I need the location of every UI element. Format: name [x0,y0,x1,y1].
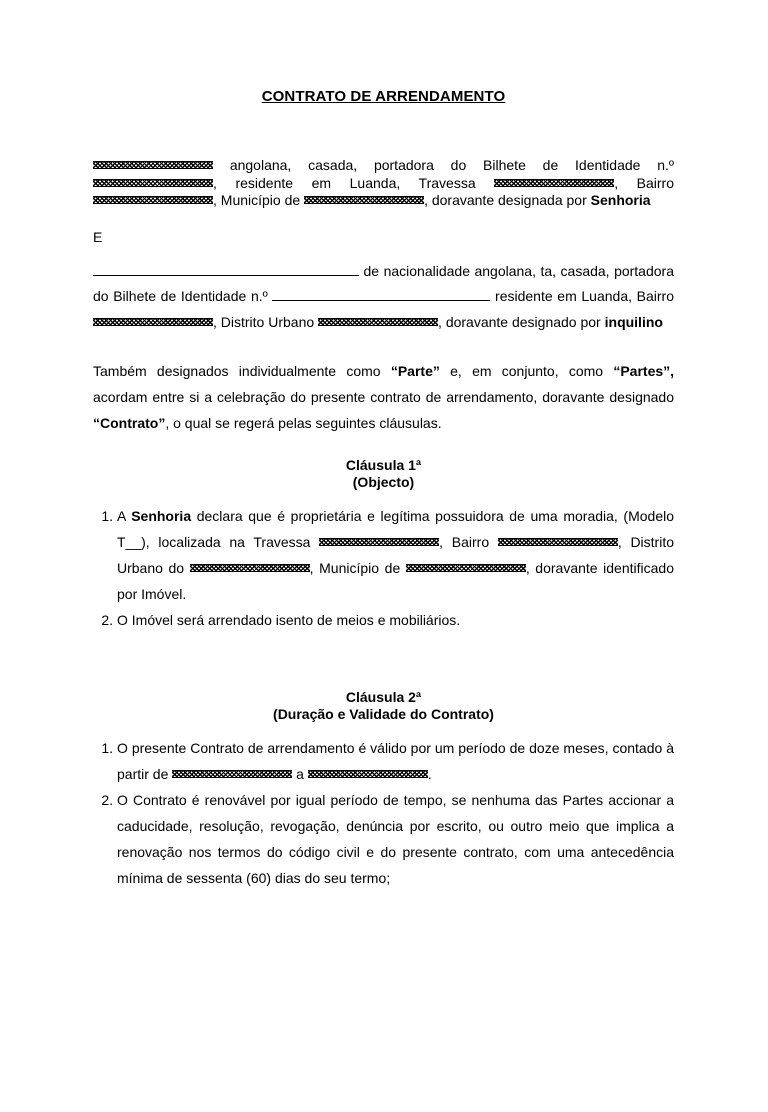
tenant-text-4: , doravante designado por [438,313,601,330]
parties-text-3: acordam entre si a celebração do presente contrato de arrendamento, doravante designado [93,389,674,405]
clause-1-heading [93,457,674,491]
redacted-text [308,770,428,778]
clause-1-subtitle: (Objecto) [352,474,415,490]
tenant-paragraph [93,259,674,336]
landlord-text-5: , doravante designada por [424,192,587,208]
clause-2-item-1 [117,735,674,787]
clause-2-item-2: 2. O Contrato é renovável por igual período de tempo, se nenhuma das Partes accionar a caducidade, resolução, revogação, denúncia por escrito, ou outro meio que implica a renovação nos termos do código civil e do presente contrato, com uma antecedência mínima de sessenta (60) dias do seu termo; [117,787,674,891]
parties-text-1: Também designados individualmente como [93,363,381,379]
clause-1-number: Cláusula 1ª [345,457,422,473]
separator-e: E [93,228,103,245]
clause-2-number: Cláusula 2ª [345,689,422,705]
redacted-text [190,564,310,572]
clause-1-item-1-text-1: A [117,508,126,524]
landlord-text-3: , Bairro [614,174,675,191]
landlord-text-4: , Município de [213,192,301,208]
tenant-text-2: residente em Luanda, Bairro [495,288,674,304]
tenant-id-blank [272,288,490,301]
redacted-text [318,318,438,326]
clause-1-item-1-text-4: , Distrito Urbano do [117,534,675,576]
clause-1-role: Senhoria [131,508,192,524]
parte-term: “Parte” [390,363,440,379]
redacted-text [93,196,213,204]
clause-2-list [93,735,674,891]
landlord-role: Senhoria [590,192,651,208]
redacted-text [406,564,526,572]
clause-1-item-1-text-6: , doravante identificado por Imóvel. [117,560,674,602]
parties-text-4: , o qual se regerá pelas seguintes cláusulas. [165,415,442,431]
clause-1-item-1-text-3: , Bairro [439,534,490,550]
clause-2-item-1-text-2: a [296,766,304,782]
clause-1-item-1 [117,503,674,607]
tenant-name-blank [93,263,359,276]
clause-2-heading [93,689,674,723]
landlord-text-1: angolana, casada, portadora do Bilhete de Identidade n.º [229,157,675,173]
redacted-text [319,538,439,546]
redacted-text [93,318,213,326]
clause-1-list [93,503,674,633]
contrato-term: “Contrato” [93,415,166,431]
partes-term: “Partes”, [613,363,675,379]
clause-1-item-2: 2. O Imóvel será arrendado isento de meios e mobiliários. [117,607,674,633]
landlord-paragraph [93,157,674,210]
redacted-text [172,770,292,778]
landlord-text-2: , residente em Luanda, Travessa [213,174,476,191]
clause-2-item-1-text-3: . [427,766,432,782]
redacted-text [93,161,213,169]
contract-page [0,88,768,1112]
tenant-text-3: , Distrito Urbano [213,313,315,330]
parties-text-2: e, em conjunto, como [450,363,604,379]
clause-1-item-1-text-5: , Município de [309,560,401,576]
document-title: CONTRATO DE ARRENDAMENTO [261,88,506,105]
redacted-text [93,179,213,187]
clause-2-subtitle: (Duração e Validade do Contrato) [273,706,494,722]
tenant-role: inquilino [604,313,663,330]
tenant-text-1: de nacionalidade angolana, ta, casada, portadora do Bilhete de Identidade n.º [93,262,674,304]
clause-2-item-1-text-1: O presente Contrato de arrendamento é válido por um período de doze meses, contado à partir de [117,740,674,782]
redacted-text [498,538,618,546]
redacted-text [304,196,424,204]
parties-paragraph [93,358,674,436]
redacted-text [494,179,614,187]
clause-1-item-1-text-2: declara que é proprietária e legítima possuidora de uma moradia, (Modelo T__), localizada na Travessa [117,508,674,550]
